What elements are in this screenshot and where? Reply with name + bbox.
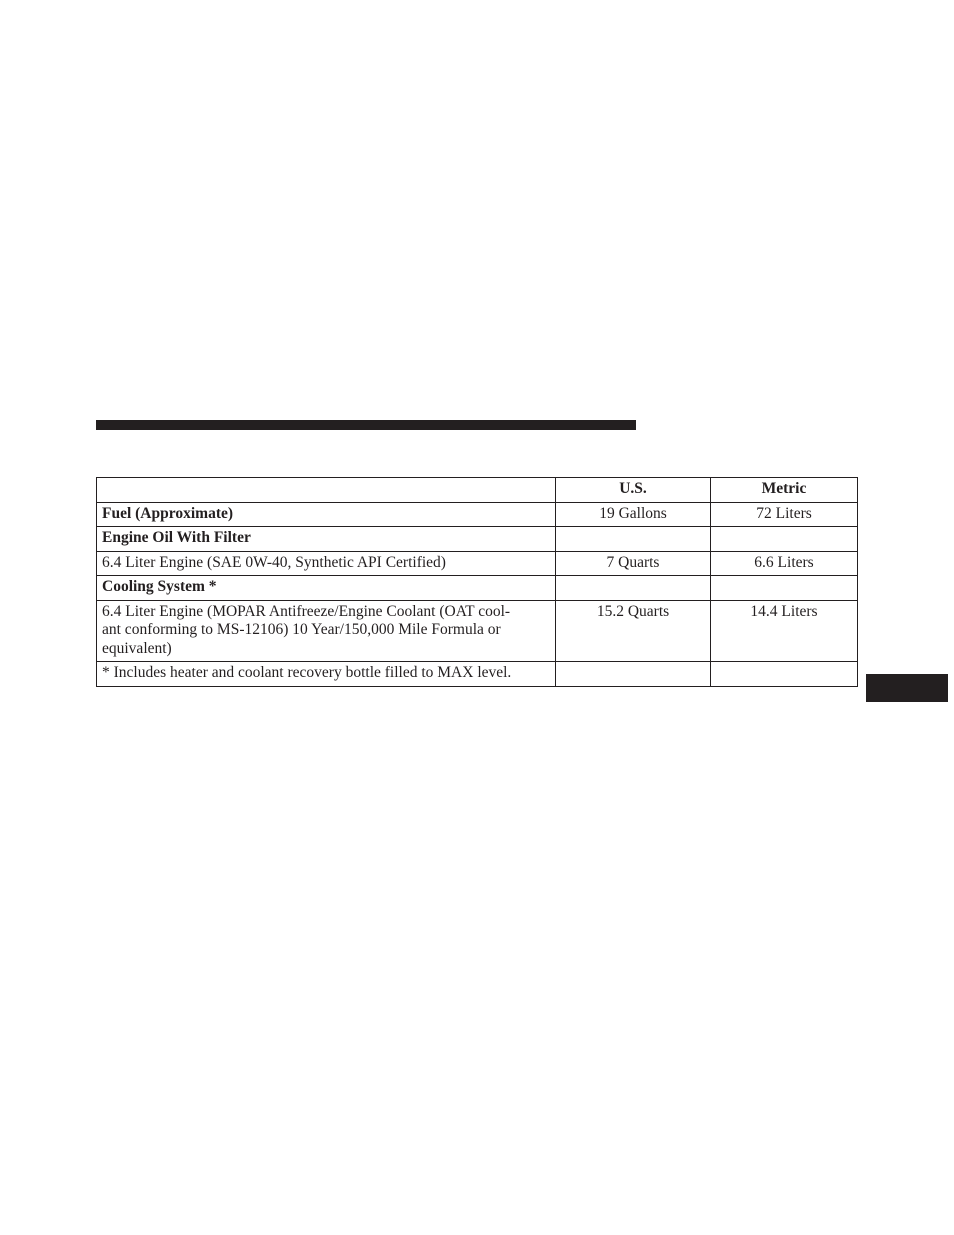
row-us-value: [556, 576, 711, 601]
table-row: [97, 576, 858, 601]
table-row: [97, 662, 858, 687]
row-metric-value: 14.4 Liters: [711, 600, 858, 662]
row-us-value: 19 Gallons: [556, 502, 711, 527]
row-item-cooling-system: Cooling System *: [97, 576, 556, 601]
fluid-capacities-table: [96, 477, 858, 687]
row-metric-value: [711, 662, 858, 687]
header-us: U.S.: [556, 478, 711, 503]
row-metric-value: [711, 576, 858, 601]
table-row: [97, 527, 858, 552]
row-item-oil-engine: 6.4 Liter Engine (SAE 0W-40, Synthetic API Certified): [97, 551, 556, 576]
chapter-tab-marker: [866, 674, 948, 702]
section-title-rule: [96, 420, 636, 430]
row-metric-value: 6.6 Liters: [711, 551, 858, 576]
table-row: [97, 551, 858, 576]
table-row: [97, 502, 858, 527]
row-item-coolant-engine: [97, 600, 556, 662]
row-metric-value: 72 Liters: [711, 502, 858, 527]
row-us-value: 7 Quarts: [556, 551, 711, 576]
header-item: [97, 478, 556, 503]
item-line: ant conforming to MS-12106) 10 Year/150,000 Mile Formula or: [102, 621, 501, 638]
row-item-footnote: * Includes heater and coolant recovery bottle filled to MAX level.: [97, 662, 556, 687]
row-us-value: 15.2 Quarts: [556, 600, 711, 662]
row-item-fuel: Fuel (Approximate): [97, 502, 556, 527]
row-metric-value: [711, 527, 858, 552]
row-us-value: [556, 527, 711, 552]
table-header-row: [97, 478, 858, 503]
row-item-engine-oil: Engine Oil With Filter: [97, 527, 556, 552]
header-metric: Metric: [711, 478, 858, 503]
item-line: equivalent): [102, 639, 172, 657]
table-row: [97, 600, 858, 662]
row-us-value: [556, 662, 711, 687]
item-line: 6.4 Liter Engine (MOPAR Antifreeze/Engine Coolant (OAT cool-: [102, 602, 511, 620]
